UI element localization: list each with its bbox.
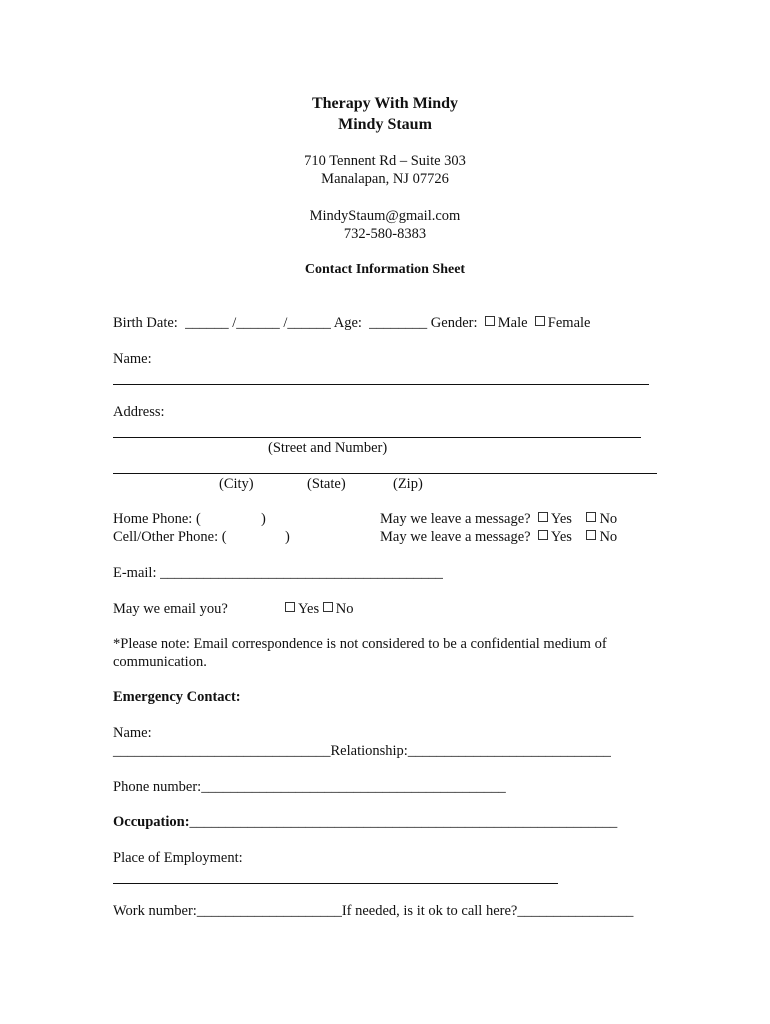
male-checkbox[interactable] bbox=[485, 316, 495, 326]
cell-message-no-checkbox[interactable] bbox=[586, 530, 596, 540]
contact-phone: 732-580-8383 bbox=[343, 226, 427, 242]
city-state-zip-field[interactable] bbox=[113, 473, 657, 474]
city-caption: (City) bbox=[219, 476, 254, 492]
relationship-label: Relationship: bbox=[330, 743, 408, 759]
home-phone-label: Home Phone: ( bbox=[113, 511, 201, 527]
female-label: Female bbox=[547, 315, 591, 331]
cell-message-row bbox=[380, 529, 617, 546]
home-message-question: May we leave a message? bbox=[380, 511, 531, 527]
email-no-label: No bbox=[335, 601, 354, 617]
name-label: Name: bbox=[113, 351, 152, 367]
cell-message-yes-checkbox[interactable] bbox=[538, 530, 548, 540]
state-caption: (State) bbox=[307, 476, 346, 492]
employment-field[interactable] bbox=[113, 883, 558, 884]
home-message-no-checkbox[interactable] bbox=[586, 512, 596, 522]
emergency-name-row bbox=[113, 743, 611, 760]
home-phone-close: ) bbox=[261, 511, 266, 527]
home-message-yes-checkbox[interactable] bbox=[538, 512, 548, 522]
cell-phone-close: ) bbox=[285, 529, 290, 545]
email-note-line-2: communication. bbox=[113, 654, 207, 670]
form-title: Contact Information Sheet bbox=[304, 262, 466, 277]
emergency-name-field[interactable]: ______________________________ bbox=[113, 743, 331, 759]
cell-message-yes-label: Yes bbox=[550, 529, 572, 545]
zip-caption: (Zip) bbox=[393, 476, 423, 492]
email-note-line-1: *Please note: Email correspondence is not considered to be a confidential medium of bbox=[113, 636, 607, 652]
email-field[interactable]: _______________________________________ bbox=[160, 565, 443, 581]
cell-phone-label: Cell/Other Phone: ( bbox=[113, 529, 227, 545]
emergency-name-label: Name: bbox=[113, 725, 152, 741]
age-field[interactable]: ________ bbox=[369, 315, 428, 331]
contact-email: MindyStaum@gmail.com bbox=[309, 208, 461, 224]
street-caption: (Street and Number) bbox=[268, 440, 388, 456]
work-number-field[interactable]: ____________________ bbox=[196, 903, 342, 919]
call-permission-question: If needed, is it ok to call here? bbox=[341, 903, 518, 919]
relationship-field[interactable]: ____________________________ bbox=[407, 743, 611, 759]
call-permission-field[interactable]: ________________ bbox=[517, 903, 634, 919]
gender-label: Gender: bbox=[430, 315, 478, 331]
name-field[interactable] bbox=[113, 384, 649, 385]
email-yes-checkbox[interactable] bbox=[285, 602, 295, 612]
employment-label: Place of Employment: bbox=[113, 850, 243, 866]
female-checkbox[interactable] bbox=[535, 316, 545, 326]
home-message-row bbox=[380, 511, 617, 528]
occupation-row bbox=[113, 814, 617, 831]
street-field[interactable] bbox=[113, 437, 641, 438]
address-line-2: Manalapan, NJ 07726 bbox=[321, 171, 449, 187]
occupation-label: Occupation: bbox=[113, 814, 190, 830]
cell-message-no-label: No bbox=[599, 529, 618, 545]
age-label: Age: bbox=[333, 315, 362, 331]
cell-message-question: May we leave a message? bbox=[380, 529, 531, 545]
email-permission-options bbox=[285, 601, 353, 618]
emergency-phone-field[interactable]: __________________________________________ bbox=[201, 779, 506, 795]
email-yes-label: Yes bbox=[298, 601, 320, 617]
emergency-phone-row bbox=[113, 779, 506, 796]
birth-row bbox=[113, 315, 590, 332]
address-line-1: 710 Tennent Rd – Suite 303 bbox=[304, 153, 466, 169]
email-row bbox=[113, 565, 443, 582]
email-permission-label: May we email you? bbox=[113, 601, 228, 617]
therapist-name: Mindy Staum bbox=[338, 116, 432, 133]
home-message-yes-label: Yes bbox=[550, 511, 572, 527]
birth-date-label: Birth Date: bbox=[113, 315, 178, 331]
home-message-no-label: No bbox=[599, 511, 618, 527]
birth-date-field[interactable]: ______ /______ /______ bbox=[185, 315, 331, 331]
work-number-row bbox=[113, 903, 633, 920]
practice-name: Therapy With Mindy bbox=[311, 95, 459, 112]
occupation-field[interactable]: ___________________________________________________________ bbox=[189, 814, 618, 830]
male-label: Male bbox=[497, 315, 528, 331]
emergency-phone-label: Phone number: bbox=[113, 779, 202, 795]
emergency-contact-heading: Emergency Contact: bbox=[113, 689, 241, 705]
email-no-checkbox[interactable] bbox=[323, 602, 333, 612]
address-label: Address: bbox=[113, 404, 165, 420]
work-number-label: Work number: bbox=[113, 903, 197, 919]
email-label: E-mail: bbox=[113, 565, 157, 581]
